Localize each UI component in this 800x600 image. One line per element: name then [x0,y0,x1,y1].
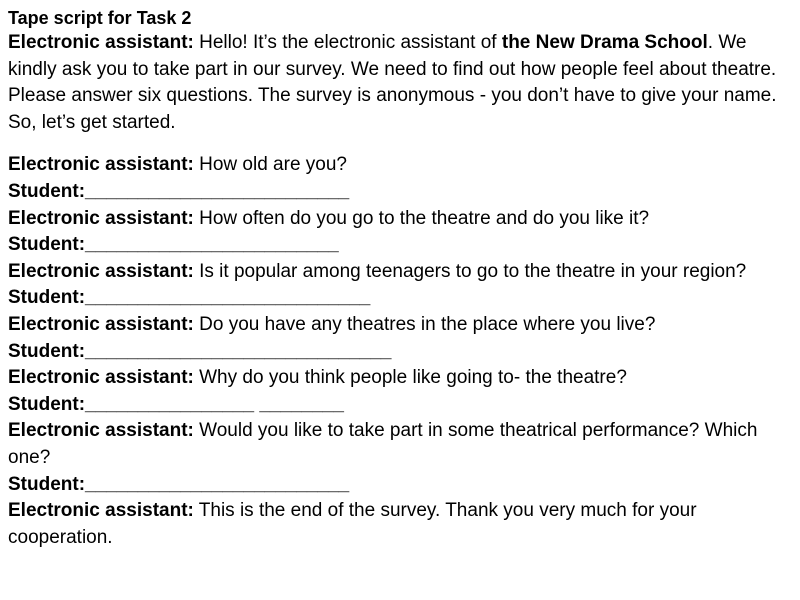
school-name: the New Drama School [501,32,708,53]
speaker-label: Electronic assistant: [8,367,194,389]
question-text: Do you have any theatres in the place where you live? [193,313,656,335]
speaker-label: Electronic assistant: [8,313,194,335]
question-line [8,206,792,233]
speaker-label: Electronic assistant: [8,207,194,229]
intro-paragraph [8,30,792,136]
student-line [8,472,792,499]
student-line [8,179,792,206]
student-line [8,285,792,312]
question-line [8,418,792,471]
closing-text: This is the end of the survey. Thank you very much for your cooperation. [8,500,697,548]
question-text: How often do you go to the theatre and do you like it? [193,207,650,229]
speaker-label: Electronic assistant: [8,154,194,176]
answer-blank: ___________________________ [85,287,371,309]
tape-script-document [8,6,792,551]
question-line [8,259,792,286]
answer-blank: _________________________ [85,180,350,202]
answer-blank: ________________ ________ [85,393,344,415]
student-label: Student: [8,393,86,415]
document-title: Tape script for Task 2 [8,8,192,28]
question-line [8,365,792,392]
answer-blank: ________________________ [85,234,339,256]
student-line [8,232,792,259]
student-label: Student: [8,234,86,256]
student-line [8,392,792,419]
answer-blank: _________________________ [85,473,350,495]
student-line [8,339,792,366]
question-text: Is it popular among teenagers to go to the theatre in your region? [193,260,747,282]
closing-line [8,498,792,551]
student-label: Student: [8,340,86,362]
speaker-label: Electronic assistant: [8,500,194,522]
question-line [8,152,792,179]
question-line [8,312,792,339]
student-label: Student: [8,473,86,495]
question-text: Why do you think people like going to- the theatre? [193,367,627,389]
intro-text-after: . We kindly ask you to take part in our survey. We need to find out how people feel about theatre. Please answer six questions. The survey is anonymous - you don’t have to give your name. So, let’s get started. [8,32,777,133]
student-label: Student: [8,287,86,309]
intro-text-before: Hello! It’s the electronic assistant of [193,32,502,53]
question-text: How old are you? [193,154,347,176]
speaker-label: Electronic assistant: [8,420,194,442]
student-label: Student: [8,180,86,202]
speaker-label: Electronic assistant: [8,32,194,53]
question-text: Would you like to take part in some theatrical performance? Which one? [8,420,758,468]
speaker-label: Electronic assistant: [8,260,194,282]
answer-blank: _____________________________ [85,340,392,362]
